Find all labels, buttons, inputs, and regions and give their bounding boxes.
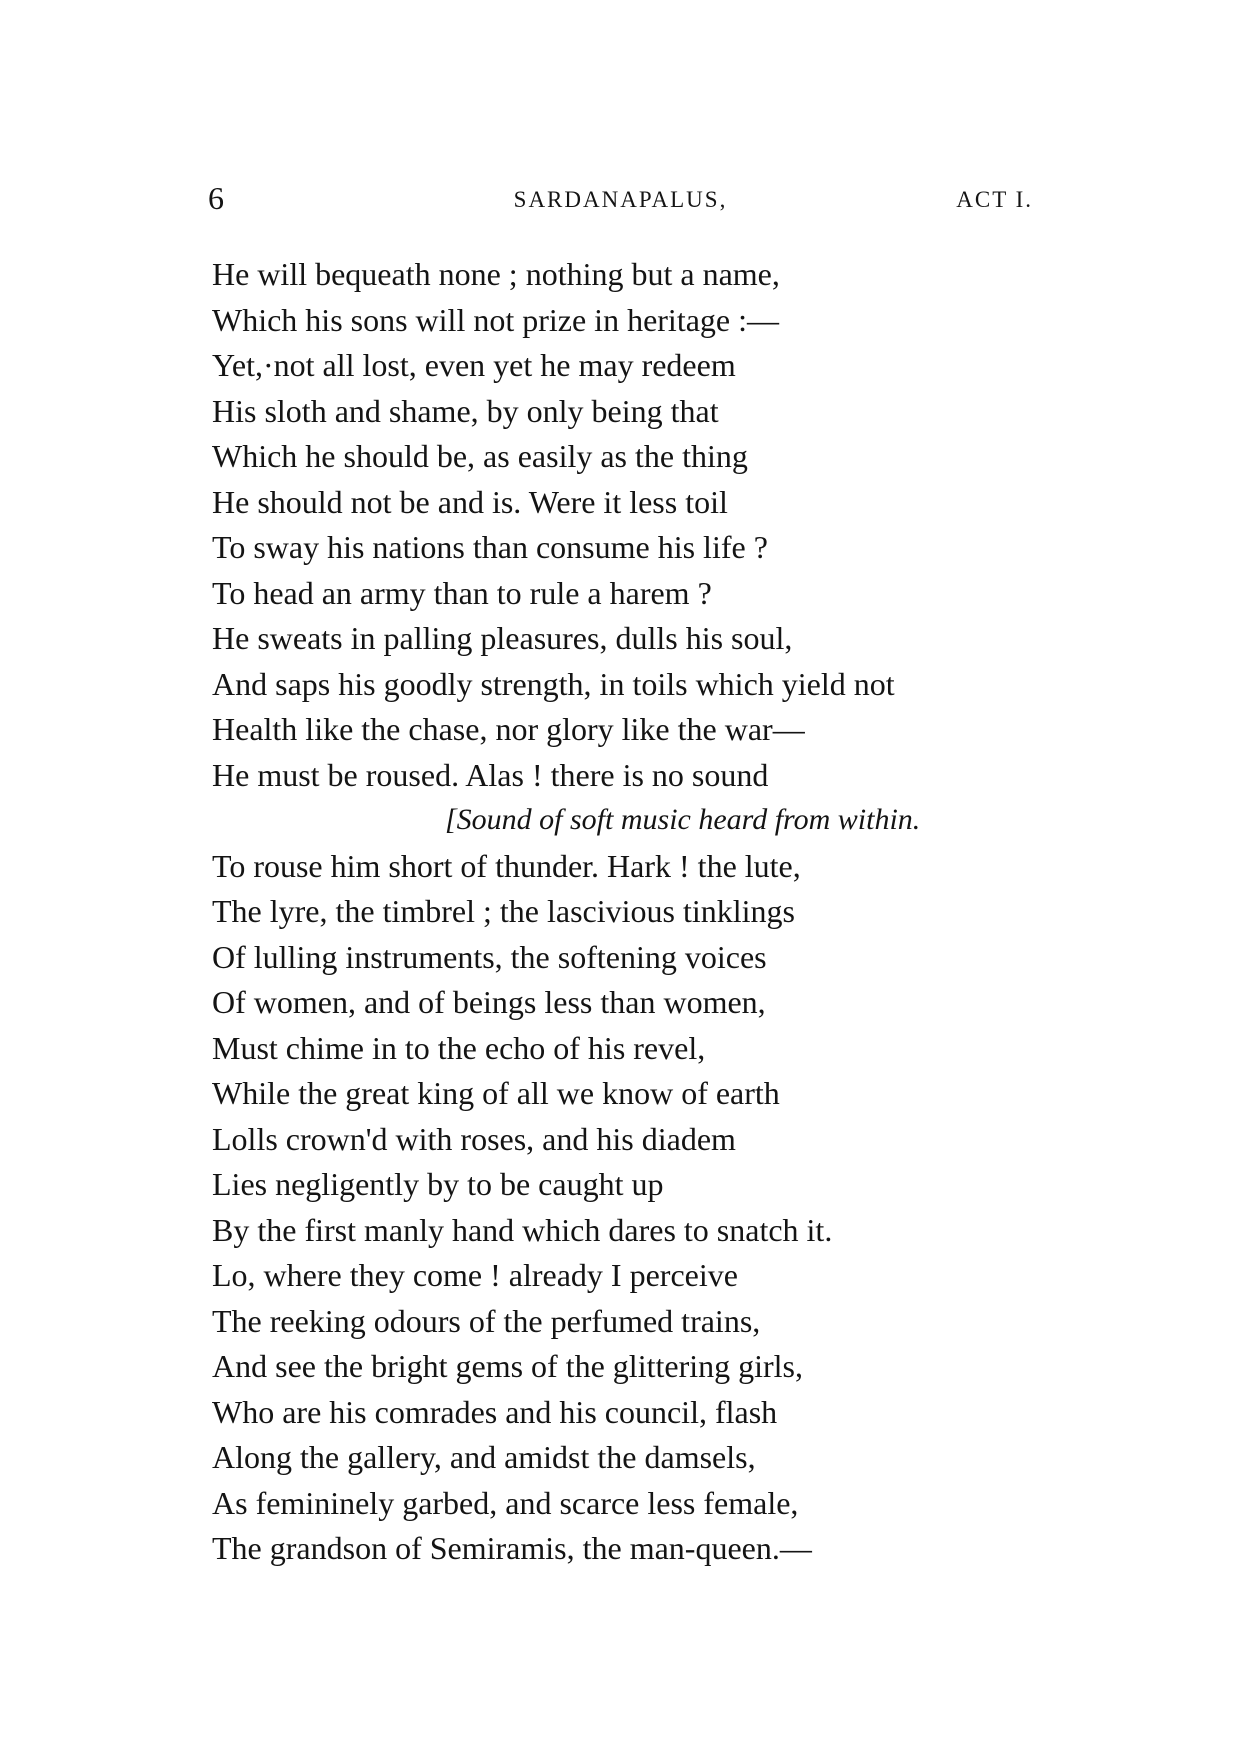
- verse-line: The reeking odours of the perfumed trains,: [212, 1303, 761, 1339]
- page-number: 6: [208, 180, 224, 216]
- verse-line: Of lulling instruments, the softening voices: [212, 939, 767, 975]
- verse-line: He will bequeath none ; nothing but a name,: [212, 256, 780, 292]
- verse-line: Along the gallery, and amidst the damsels,: [212, 1439, 756, 1475]
- act-label: ACT I.: [956, 187, 1033, 212]
- verse-line: The lyre, the timbrel ; the lascivious tinklings: [212, 893, 795, 929]
- verse-line: Of women, and of beings less than women,: [212, 984, 766, 1020]
- verse-line: The grandson of Semiramis, the man-queen.—: [212, 1530, 812, 1566]
- running-title: SARDANAPALUS,: [513, 187, 728, 212]
- verse-line: Must chime in to the echo of his revel,: [212, 1030, 706, 1066]
- verse-line: And see the bright gems of the glittering girls,: [212, 1348, 803, 1384]
- verse-line: He should not be and is. Were it less toil: [212, 484, 728, 520]
- verse-line: To head an army than to rule a harem ?: [212, 575, 712, 611]
- verse-line: He must be roused. Alas ! there is no sound: [212, 757, 769, 793]
- verse-line: As femininely garbed, and scarce less female,: [212, 1485, 799, 1521]
- verse-line: His sloth and shame, by only being that: [212, 393, 719, 429]
- verse-line: Lies negligently by to be caught up: [212, 1166, 664, 1202]
- verse-line: By the first manly hand which dares to snatch it.: [212, 1212, 833, 1248]
- verse-line: He sweats in palling pleasures, dulls his soul,: [212, 620, 793, 656]
- verse-line: Lo, where they come ! already I perceive: [212, 1257, 738, 1293]
- verse-line: To sway his nations than consume his life ?: [212, 529, 768, 565]
- verse-line: Which he should be, as easily as the thing: [212, 438, 748, 474]
- verse-line: Who are his comrades and his council, flash: [212, 1394, 778, 1430]
- verse-line: Yet,·not all lost, even yet he may redeem: [212, 347, 736, 383]
- verse-line: To rouse him short of thunder. Hark ! the lute,: [212, 848, 801, 884]
- verse-line: Lolls crown'd with roses, and his diadem: [212, 1121, 736, 1157]
- verse-line: And saps his goodly strength, in toils which yield not: [212, 666, 895, 702]
- verse-line: Which his sons will not prize in heritage :—: [212, 302, 779, 338]
- stage-direction: [Sound of soft music heard from within.: [445, 803, 921, 836]
- verse-line: While the great king of all we know of earth: [212, 1075, 780, 1111]
- verse-line: Health like the chase, nor glory like the war—: [212, 711, 805, 747]
